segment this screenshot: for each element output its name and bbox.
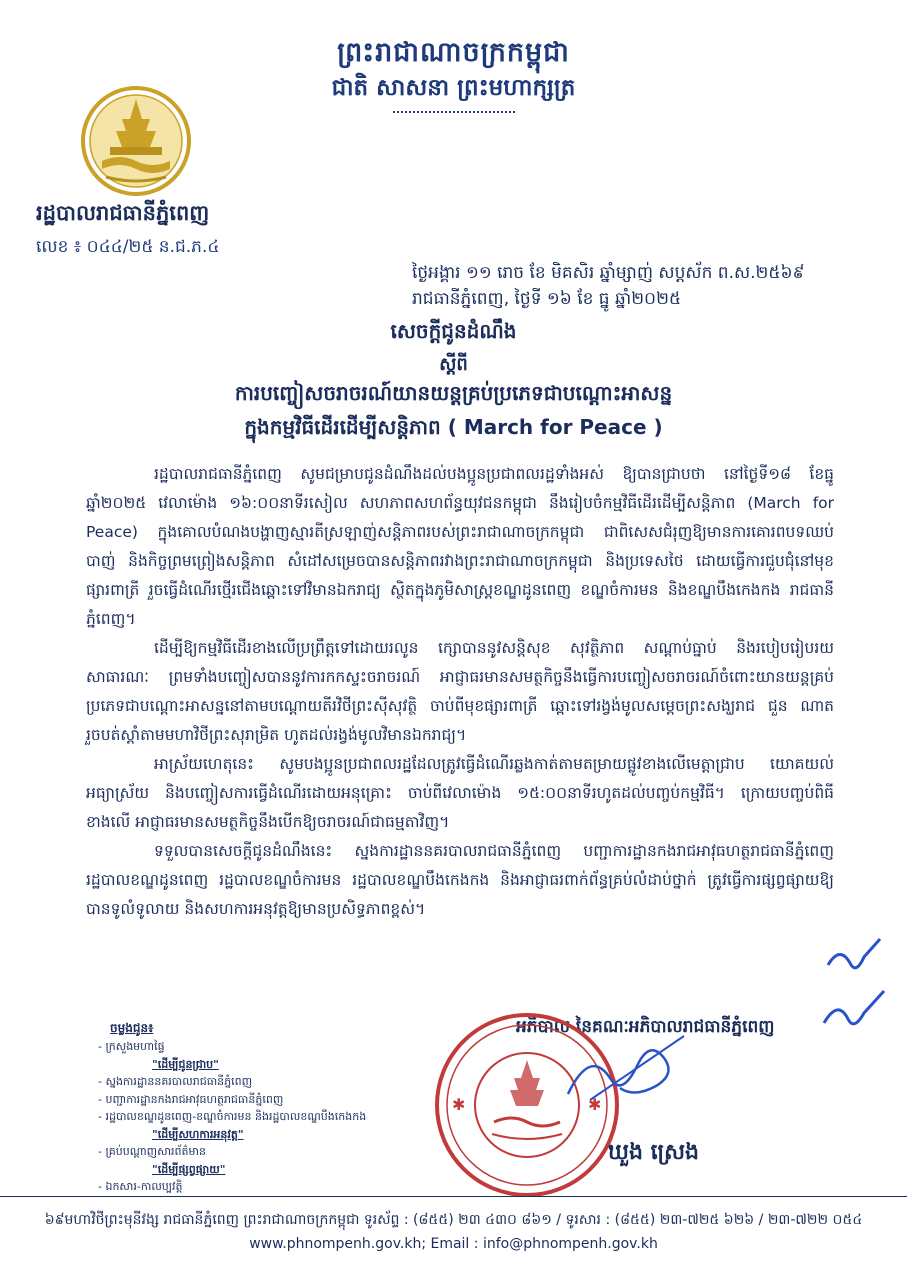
paragraph-3: អាស្រ័យហេតុនេះ សូមបងប្អូនប្រជាពលរដ្ឋដែលត្រូវធ្វើដំណើរឆ្លងកាត់តាមតម្រាយផ្លូវខាងលើមេត្តាជ្រាប យោគយល់ អធ្យាស្រ័យ និងបញ្ចៀសការធ្វើដំណើរដោយអនុគ្រោះ ចាប់ពីវេលាម៉ោង ១៥:០០នាទីរហូតដល់បញ្ចប់កម្មវិធី។ ក្រោយបញ្ចប់ពិធីខាងលើ អាជ្ញាធរមានសមត្ថកិច្ចនឹងបើកឱ្យចរាចរណ៍ជាធម្មតាវិញ។ bbox=[86, 755, 834, 831]
signature-icon bbox=[560, 1028, 690, 1108]
kingdom-heading: ព្រះរាជាណាចក្រកម្ពុជា bbox=[337, 37, 570, 68]
solar-date: រាជធានីភ្នំពេញ, ថ្ងៃទី ១៦ ខែ ធ្នូ ឆ្នាំ២០២៥ bbox=[412, 289, 681, 309]
paragraph-4: ទទួលបានសេចក្តីជូនដំណឹងនេះ ស្នងការដ្ឋាននគរបាលរាជធានីភ្នំពេញ បញ្ជាការដ្ឋានកងរាជអាវុធហត្ថរាជធានីភ្នំពេញ រដ្ឋបាលខណ្ឌដូនពេញ រដ្ឋបាលខណ្ឌចំការមន រដ្ឋបាលខណ្ឌបឹងកេងកង និងអាជ្ញាធរពាក់ព័ន្ធគ្រប់លំដាប់ថ្នាក់ ត្រូវធ្វើការផ្សព្វផ្សាយឱ្យបានទូលំទូលាយ និងសហការអនុវត្តឱ្យមានប្រសិទ្ធភាពខ្ពស់។ bbox=[86, 842, 834, 918]
cc-item-purpose: "ដើម្បីផ្សព្វផ្សាយ" bbox=[152, 1162, 226, 1176]
subject-line-2: ក្នុងកម្មវិធីដើរដើម្បីសន្តិភាព ( March for Peace ) bbox=[244, 415, 663, 439]
document-type: សេចក្តីជូនដំណឹង bbox=[390, 319, 517, 343]
national-motto: ជាតិ សាសនា ព្រះមហាក្សត្រ bbox=[331, 75, 576, 101]
cc-list bbox=[98, 1038, 428, 1196]
reference-number: លេខ ៖ ០៤៤/២៥ ន.ជ.ភ.៤ bbox=[36, 237, 220, 257]
cc-title: ចម្លងជូន៖ bbox=[110, 1021, 154, 1035]
initials-mark-icon bbox=[820, 935, 890, 1035]
agency-name: រដ្ឋបាលរាជធានីភ្នំពេញ bbox=[36, 201, 210, 225]
phnom-penh-logo-icon bbox=[80, 85, 192, 197]
svg-text:✱: ✱ bbox=[588, 1095, 602, 1114]
cc-item: - ក្រសួងមហាផ្ទៃ bbox=[98, 1040, 165, 1053]
signer-title: អភិបាល នៃគណៈអភិបាលរាជធានីភ្នំពេញ bbox=[516, 1017, 775, 1037]
paragraph-1: រដ្ឋបាលរាជធានីភ្នំពេញ សូមជម្រាបជូនដំណឹងដល់បងប្អូនប្រជាពលរដ្ឋទាំងអស់ ឱ្យបានជ្រាបថា នៅថ្ងៃទី១៨ ខែធ្នូ ឆ្នាំ២០២៥ វេលាម៉ោង ១៦:០០នាទីរសៀល សហភាពសហព័ន្ធយុវជនកម្ពុជា នឹងរៀបចំកម្មវិធីដើរដើម្បីសន្តិភាព (March for Peace) ក្នុងគោលបំណងបង្ហាញស្មារតីស្រឡាញ់សន្តិភាពរបស់ព្រះរាជាណាចក្រកម្ពុជា ជាពិសេសជំរុញឱ្យមានការគោរពបទឈប់បាញ់ និងកិច្ចព្រមព្រៀងសន្តិភាព សំដៅសម្រេចបានសន្តិភាពរវាងព្រះរាជាណាចក្រកម្ពុជា និងប្រទេសថៃ ដោយធ្វើការជួបជុំនៅមុខផ្សារពាត្រី រួចធ្វើដំណើរថ្មើរជើងឆ្ពោះទៅវិមានឯករាជ្យ ស្ថិតក្នុងភូមិសាស្ត្រខណ្ឌដូនពេញ ខណ្ឌចំការមន និងខណ្ឌបឹងកេងកង រាជធានីភ្នំពេញ។ bbox=[86, 465, 834, 628]
cc-item-purpose: "ដើម្បីជូនជ្រាប" bbox=[152, 1057, 219, 1071]
lunar-date: ថ្ងៃ​អង្គារ ១១ រោច ខែ មិគសិរ ឆ្នាំម្សាញ់ សប្តស័ក ព.ស.២៥៦៩ bbox=[412, 263, 805, 283]
footer-address: ៦៩មហាវិថីព្រះមុនីវង្ស រាជធានីភ្នំពេញ ព្រះរាជាណាចក្រកម្ពុជា ទូរស័ព្ទ : (៨៥៥) ២៣ ៤៣០ ៨៦១ / ទូរសារ : (៨៥៥) ២៣-៧២៥ ៦២៦ / ២៣-៧២២ ០៥៤ bbox=[44, 1212, 863, 1228]
subject-line-1: ការបញ្ចៀសចរាចរណ៍យានយន្តគ្រប់ប្រភេទជាបណ្តោះអាសន្ន bbox=[234, 381, 673, 405]
cc-item: - ឯកសារ-កាលប្បវត្តិ bbox=[98, 1180, 183, 1193]
signer-name: ឃួង ស្រេង bbox=[608, 1140, 700, 1165]
cc-item: - រដ្ឋបាលខណ្ឌដូនពេញ-ខណ្ឌចំការមន និងរដ្ឋបាលខណ្ឌបឹងកេងកង bbox=[98, 1110, 367, 1123]
document-about: ស្តីពី bbox=[439, 354, 468, 375]
cc-item-purpose: "ដើម្បីសហការអនុវត្ត" bbox=[152, 1127, 244, 1141]
footer-contact: www.phnompenh.gov.kh; Email : info@phnompenh.gov.kh bbox=[249, 1236, 658, 1252]
cc-item: - បញ្ជាការដ្ឋានកងរាជអាវុធហត្ថរាជធានីភ្នំពេញ bbox=[98, 1092, 284, 1106]
cc-item: - គ្រប់បណ្តាញសារព័ត៌មាន bbox=[98, 1145, 206, 1158]
paragraph-2: ដើម្បីឱ្យកម្មវិធីដើរខាងលើប្រព្រឹត្តទៅដោយរលូន ក្សោបាននូវសន្តិសុខ សុវត្ថិភាព សណ្តាប់ធ្នាប់ និងរបៀបរៀបរយសាធារណៈ ព្រមទាំងបញ្ចៀសបាននូវការកកស្ទះចរាចរណ៍ អាជ្ញាធរមានសមត្ថកិច្ចនឹងធ្វើការបញ្ចៀសចរាចរណ៍ចំពោះយានយន្តគ្រប់ប្រភេទជាបណ្តោះអាសន្ននៅតាមបណ្តោយតីរវិថីព្រះស៊ីសុវត្ថិ ចាប់ពីមុខផ្សារពាត្រី ឆ្ពោះទៅរង្វង់មូលសម្តេចព្រះសង្ឃរាជ ជួន ណាត រួចបត់ស្តាំតាមមហាវិថីព្រះសុរាម្រិត ហូតដល់រង្វង់មូលវិមានឯករាជ្យ។ bbox=[86, 639, 834, 744]
motto-divider bbox=[393, 111, 515, 113]
notice-body bbox=[86, 460, 834, 924]
footer-divider bbox=[0, 1196, 907, 1197]
cc-item: - ស្នងការដ្ឋាននគរបាលរាជធានីភ្នំពេញ bbox=[98, 1075, 253, 1088]
svg-text:✱: ✱ bbox=[452, 1095, 466, 1114]
